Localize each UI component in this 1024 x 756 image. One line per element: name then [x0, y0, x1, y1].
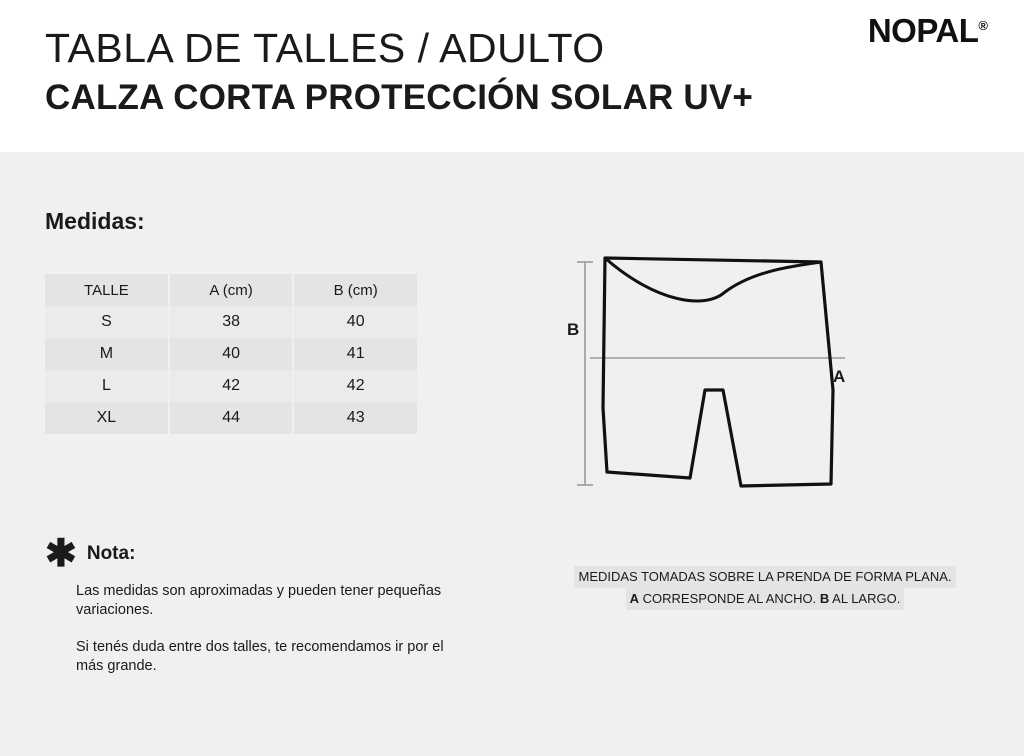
table-row — [45, 306, 417, 338]
waistband-line — [605, 258, 821, 301]
caption-text-ancho: CORRESPONDE AL ANCHO. — [639, 591, 820, 606]
note-paragraph-2: Si tenés duda entre dos talles, te recomendamos ir por el más grande. — [76, 639, 444, 674]
table-row — [45, 338, 417, 370]
brand-logo — [868, 12, 988, 50]
diagram-caption — [545, 566, 985, 610]
header-titles — [45, 24, 753, 120]
table-row — [45, 370, 417, 402]
asterisk-icon: ✱ — [45, 533, 77, 575]
label-a-text: A — [833, 367, 846, 386]
note-block — [45, 533, 465, 676]
note-paragraph-1: Las medidas son aproximadas y pueden tener pequeñas variaciones. — [76, 583, 442, 618]
cell-talle: M — [45, 338, 169, 370]
column-header-b: B (cm) — [293, 274, 417, 306]
header — [0, 0, 1024, 152]
table-header-row — [45, 274, 417, 306]
measure-line-b — [577, 262, 593, 485]
cell-b: 41 — [293, 338, 417, 370]
shorts-outline — [603, 258, 833, 486]
note-body — [76, 582, 465, 676]
column-header-talle: TALLE — [45, 274, 169, 306]
page-title: TABLA DE TALLES / ADULTO — [45, 25, 605, 71]
garment-diagram — [545, 240, 985, 520]
shorts-illustration — [545, 240, 985, 520]
size-table — [45, 274, 417, 434]
measurements-heading: Medidas: — [45, 208, 145, 234]
cell-a: 40 — [169, 338, 294, 370]
cell-a: 42 — [169, 370, 294, 402]
column-header-a: A (cm) — [169, 274, 294, 306]
caption-bold-a: A — [629, 591, 640, 606]
cell-talle: XL — [45, 402, 169, 434]
caption-bold-b: B — [819, 591, 830, 606]
registered-trademark-icon: ® — [978, 18, 988, 33]
table-row — [45, 402, 417, 434]
caption-text-largo: AL LARGO. — [829, 591, 901, 606]
cell-b: 42 — [293, 370, 417, 402]
caption-line-2 — [626, 588, 905, 610]
caption-line-1: MEDIDAS TOMADAS SOBRE LA PRENDA DE FORMA PLANA. — [574, 566, 955, 588]
cell-b: 43 — [293, 402, 417, 434]
note-header — [45, 533, 465, 575]
cell-a: 44 — [169, 402, 294, 434]
note-title: Nota: — [86, 543, 136, 564]
label-b-text: B — [567, 320, 580, 339]
brand-name: NOPAL — [867, 12, 979, 49]
cell-a: 38 — [169, 306, 294, 338]
page-subtitle: CALZA CORTA PROTECCIÓN SOLAR UV+ — [45, 78, 754, 117]
cell-talle: S — [45, 306, 169, 338]
cell-talle: L — [45, 370, 169, 402]
cell-b: 40 — [293, 306, 417, 338]
